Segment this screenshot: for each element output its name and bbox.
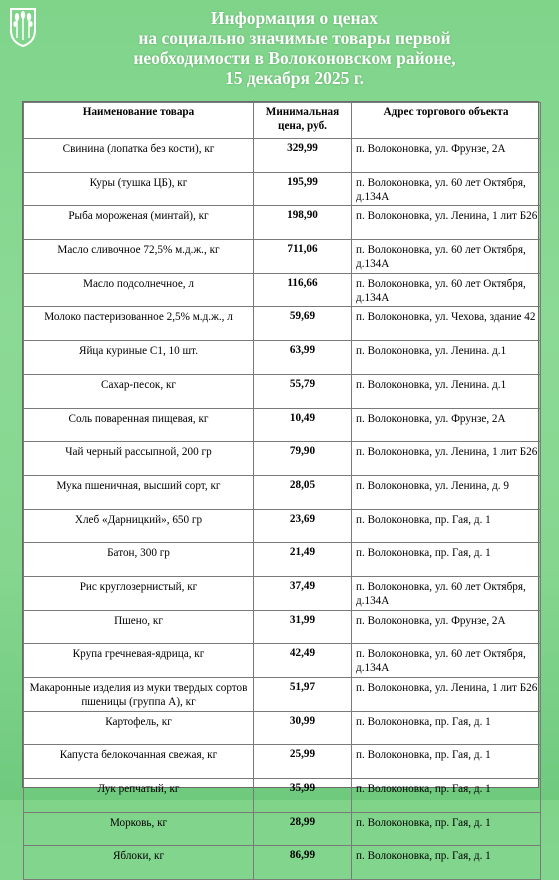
- store-address: п. Волоконовка, ул. 60 лет Октября, д.134А: [352, 240, 541, 274]
- product-name: Рис круглозернистый, кг: [24, 576, 254, 610]
- product-name: Рыба мороженая (минтай), кг: [24, 206, 254, 240]
- product-price: 25,99: [254, 745, 352, 779]
- product-price: 59,69: [254, 307, 352, 341]
- product-name: Макаронные изделия из муки твердых сортов пшеницы (группа А), кг: [24, 678, 254, 712]
- product-price: 23,69: [254, 509, 352, 543]
- price-sheet: [22, 101, 539, 863]
- store-address: п. Волоконовка, ул. Фрунзе, 2А: [352, 610, 541, 644]
- table-row: [24, 576, 541, 610]
- table-row: [24, 779, 541, 813]
- table-row: [24, 172, 541, 206]
- header-price: Минимальная цена, руб.: [254, 103, 352, 139]
- store-address: п. Волоконовка, ул. Ленина. д.1: [352, 341, 541, 375]
- product-name: Масло подсолнечное, л: [24, 273, 254, 307]
- product-name: Батон, 300 гр: [24, 543, 254, 577]
- table-row: [24, 139, 541, 173]
- product-name: Хлеб «Дарницкий», 650 гр: [24, 509, 254, 543]
- page-title: [40, 8, 549, 88]
- product-price: 63,99: [254, 341, 352, 375]
- product-name: Картофель, кг: [24, 711, 254, 745]
- product-name: Соль поваренная пищевая, кг: [24, 408, 254, 442]
- store-address: п. Волоконовка, ул. Ленина, д. 9: [352, 475, 541, 509]
- product-name: Лук репчатый, кг: [24, 779, 254, 813]
- product-name: Свинина (лопатка без кости), кг: [24, 139, 254, 173]
- product-name: Чай черный рассыпной, 200 гр: [24, 442, 254, 476]
- product-price: 711,06: [254, 240, 352, 274]
- table-row: [24, 273, 541, 307]
- table-row: [24, 475, 541, 509]
- product-price: 329,99: [254, 139, 352, 173]
- store-address: п. Волоконовка, пр. Гая, д. 1: [352, 543, 541, 577]
- product-price: 28,05: [254, 475, 352, 509]
- product-price: 21,49: [254, 543, 352, 577]
- product-name: Молоко пастеризованное 2,5% м.д.ж., л: [24, 307, 254, 341]
- title-line: 15 декабря 2025 г.: [224, 68, 365, 88]
- header-name: Наименование товара: [24, 103, 254, 139]
- product-name: Яблоки, кг: [24, 846, 254, 880]
- table-row: [24, 610, 541, 644]
- table-row: [24, 711, 541, 745]
- title-line: Информация о ценах: [210, 8, 379, 28]
- store-address: п. Волоконовка, ул. Фрунзе, 2А: [352, 139, 541, 173]
- store-address: п. Волоконовка, ул. Ленина. д.1: [352, 374, 541, 408]
- table-row: [24, 543, 541, 577]
- table-row: [24, 374, 541, 408]
- product-price: 116,66: [254, 273, 352, 307]
- table-row: [24, 307, 541, 341]
- store-address: п. Волоконовка, ул. Ленина, 1 лит Б26: [352, 206, 541, 240]
- title-line: необходимости в Волоконовском районе,: [133, 48, 456, 68]
- store-address: п. Волоконовка, ул. 60 лет Октября, д.134А: [352, 172, 541, 206]
- product-price: 195,99: [254, 172, 352, 206]
- table-row: [24, 846, 541, 880]
- store-address: п. Волоконовка, пр. Гая, д. 1: [352, 711, 541, 745]
- store-address: п. Волоконовка, ул. Чехова, здание 42: [352, 307, 541, 341]
- product-price: 30,99: [254, 711, 352, 745]
- product-price: 86,99: [254, 846, 352, 880]
- product-price: 10,49: [254, 408, 352, 442]
- table-row: [24, 678, 541, 712]
- product-price: 198,90: [254, 206, 352, 240]
- product-price: 35,99: [254, 779, 352, 813]
- product-name: Морковь, кг: [24, 812, 254, 846]
- product-price: 42,49: [254, 644, 352, 678]
- price-table: [23, 102, 541, 880]
- product-name: Куры (тушка ЦБ), кг: [24, 172, 254, 206]
- store-address: п. Волоконовка, ул. Фрунзе, 2А: [352, 408, 541, 442]
- store-address: п. Волоконовка, пр. Гая, д. 1: [352, 846, 541, 880]
- store-address: п. Волоконовка, ул. Ленина, 1 лит Б26: [352, 678, 541, 712]
- product-price: 55,79: [254, 374, 352, 408]
- product-name: Крупа гречневая-ядрица, кг: [24, 644, 254, 678]
- table-row: [24, 408, 541, 442]
- table-row: [24, 644, 541, 678]
- product-price: 79,90: [254, 442, 352, 476]
- store-address: п. Волоконовка, пр. Гая, д. 1: [352, 509, 541, 543]
- store-address: п. Волоконовка, ул. 60 лет Октября, д.134А: [352, 644, 541, 678]
- header-address: Адрес торгового объекта: [352, 103, 541, 139]
- table-row: [24, 745, 541, 779]
- title-line: на социально значимые товары первой: [138, 28, 451, 48]
- coat-of-arms-icon: [8, 6, 38, 48]
- table-row: [24, 206, 541, 240]
- store-address: п. Волоконовка, пр. Гая, д. 1: [352, 745, 541, 779]
- table-row: [24, 442, 541, 476]
- product-name: Капуста белокочанная свежая, кг: [24, 745, 254, 779]
- product-price: 37,49: [254, 576, 352, 610]
- product-price: 31,99: [254, 610, 352, 644]
- product-name: Масло сливочное 72,5% м.д.ж., кг: [24, 240, 254, 274]
- product-name: Яйца куриные С1, 10 шт.: [24, 341, 254, 375]
- product-name: Сахар-песок, кг: [24, 374, 254, 408]
- product-name: Пшено, кг: [24, 610, 254, 644]
- store-address: п. Волоконовка, ул. 60 лет Октября, д.134А: [352, 273, 541, 307]
- table-row: [24, 812, 541, 846]
- store-address: п. Волоконовка, ул. 60 лет Октября, д.134А: [352, 576, 541, 610]
- table-row: [24, 240, 541, 274]
- product-name: Мука пшеничная, высший сорт, кг: [24, 475, 254, 509]
- store-address: п. Волоконовка, пр. Гая, д. 1: [352, 812, 541, 846]
- product-price: 51,97: [254, 678, 352, 712]
- table-row: [24, 341, 541, 375]
- store-address: п. Волоконовка, пр. Гая, д. 1: [352, 779, 541, 813]
- table-header-row: [24, 103, 541, 139]
- store-address: п. Волоконовка, ул. Ленина, 1 лит Б26: [352, 442, 541, 476]
- table-row: [24, 509, 541, 543]
- product-price: 28,99: [254, 812, 352, 846]
